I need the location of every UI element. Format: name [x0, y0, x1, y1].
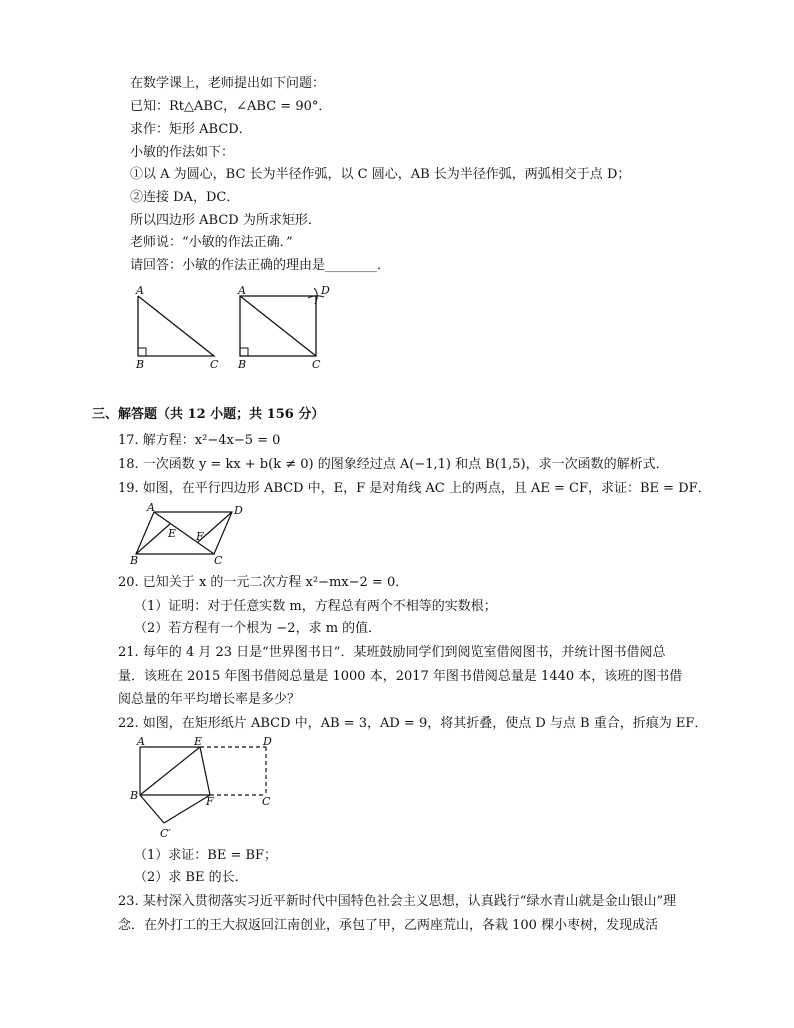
question-22: 22. 如图，在矩形纸片 ABCD 中，AB = 3，AD = 9，将其折叠，使点 D 与点 B 重合，折痕为 EF． [118, 716, 708, 731]
tri-label-c: C [210, 358, 219, 370]
figure-19-parallelogram [128, 502, 248, 568]
question-18: 18. 一次函数 y = kx + b(k ≠ 0) 的图象经过点 A(−1,1) 和点 B(1,5)，求一次函数的解析式． [118, 457, 669, 472]
intro-line-3: 求作：矩形 ABCD． [130, 122, 252, 137]
rect-label-d: D [321, 284, 330, 297]
intro-figures [128, 284, 338, 370]
fig19-label-a: A [147, 502, 155, 514]
intro-line-5: ①以 A 为圆心，BC 长为半径作弧，以 C 圆心，AB 长为半径作弧，两弧相交于点 D； [130, 167, 631, 182]
intro-line-7: 所以四边形 ABCD 为所求矩形． [130, 213, 321, 228]
question-22-part-2: （2）求 BE 的长． [134, 870, 248, 885]
fig22-label-c-prime: C′ [160, 827, 171, 840]
fig19-label-c: C [214, 554, 223, 567]
figure-22-folded-rectangle [128, 737, 280, 841]
question-20-part-2: （2）若方程有一个根为 −2，求 m 的值． [134, 621, 382, 636]
fig22-label-c: C [262, 795, 271, 808]
fig19-label-b: B [130, 554, 139, 567]
rect-label-a: A [238, 284, 246, 297]
fig22-label-d: D [263, 737, 272, 748]
fig22-label-f: F [206, 795, 214, 808]
intro-line-9: 请回答：小敏的作法正确的理由是________． [130, 258, 391, 273]
fig22-label-a: A [137, 737, 145, 748]
question-20: 20. 已知关于 x 的一元二次方程 x²−mx−2 = 0． [118, 575, 409, 590]
fig22-label-e: E [194, 737, 203, 748]
fig19-label-d: D [234, 504, 243, 517]
triangle-figure [135, 284, 219, 370]
rect-label-c: C [312, 358, 321, 370]
question-19: 19. 如图，在平行四边形 ABCD 中，E，F 是对角线 AC 上的两点，且 AE = CF，求证：BE = DF． [118, 481, 711, 496]
intro-line-6: ②连接 DA，DC． [130, 190, 240, 205]
intro-line-2: 已知：Rt△ABC，∠ABC = 90°． [130, 99, 332, 114]
tri-label-b: B [136, 358, 145, 370]
fig19-label-e: E [168, 527, 177, 540]
question-21-line-3: 阅总量的年平均增长率是多少？ [118, 692, 301, 707]
fig22-label-b: B [130, 789, 139, 802]
question-20-part-1: （1）证明：对于任意实数 m，方程总有两个不相等的实数根； [134, 599, 497, 614]
question-23-line-1: 23. 某村深入贯彻落实习近平新时代中国特色社会主义思想，认真践行“绿水青山就是金山银山”理 [118, 894, 677, 909]
rect-label-b: B [238, 358, 247, 370]
intro-line-4: 小敏的作法如下： [130, 145, 235, 160]
fig19-label-f: F [196, 530, 204, 543]
rectangle-figure [237, 284, 330, 370]
tri-label-a: A [136, 284, 144, 297]
question-17: 17. 解方程：x²−4x−5 = 0 [118, 433, 281, 448]
section-title: 三、解答题（共 12 小题；共 156 分） [92, 407, 325, 422]
intro-line-1: 在数学课上，老师提出如下问题： [130, 76, 326, 91]
question-21-line-2: 量．该班在 2015 年图书借阅总量是 1000 本，2017 年图书借阅总量是 1440 本，该班的图书借 [118, 669, 683, 684]
question-23-line-2: 念．在外打工的王大叔返回江南创业，承包了甲，乙两座荒山，各栽 100 棵小枣树，发现成活 [118, 918, 659, 933]
question-22-part-1: （1）求证：BE = BF； [134, 848, 278, 863]
question-21-line-1: 21. 每年的 4 月 23 日是“世界图书日”．某班鼓励同学们到阅览室借阅图书，并统计图书借阅总 [118, 645, 666, 660]
intro-line-8: 老师说：“小敏的作法正确．” [130, 235, 293, 250]
